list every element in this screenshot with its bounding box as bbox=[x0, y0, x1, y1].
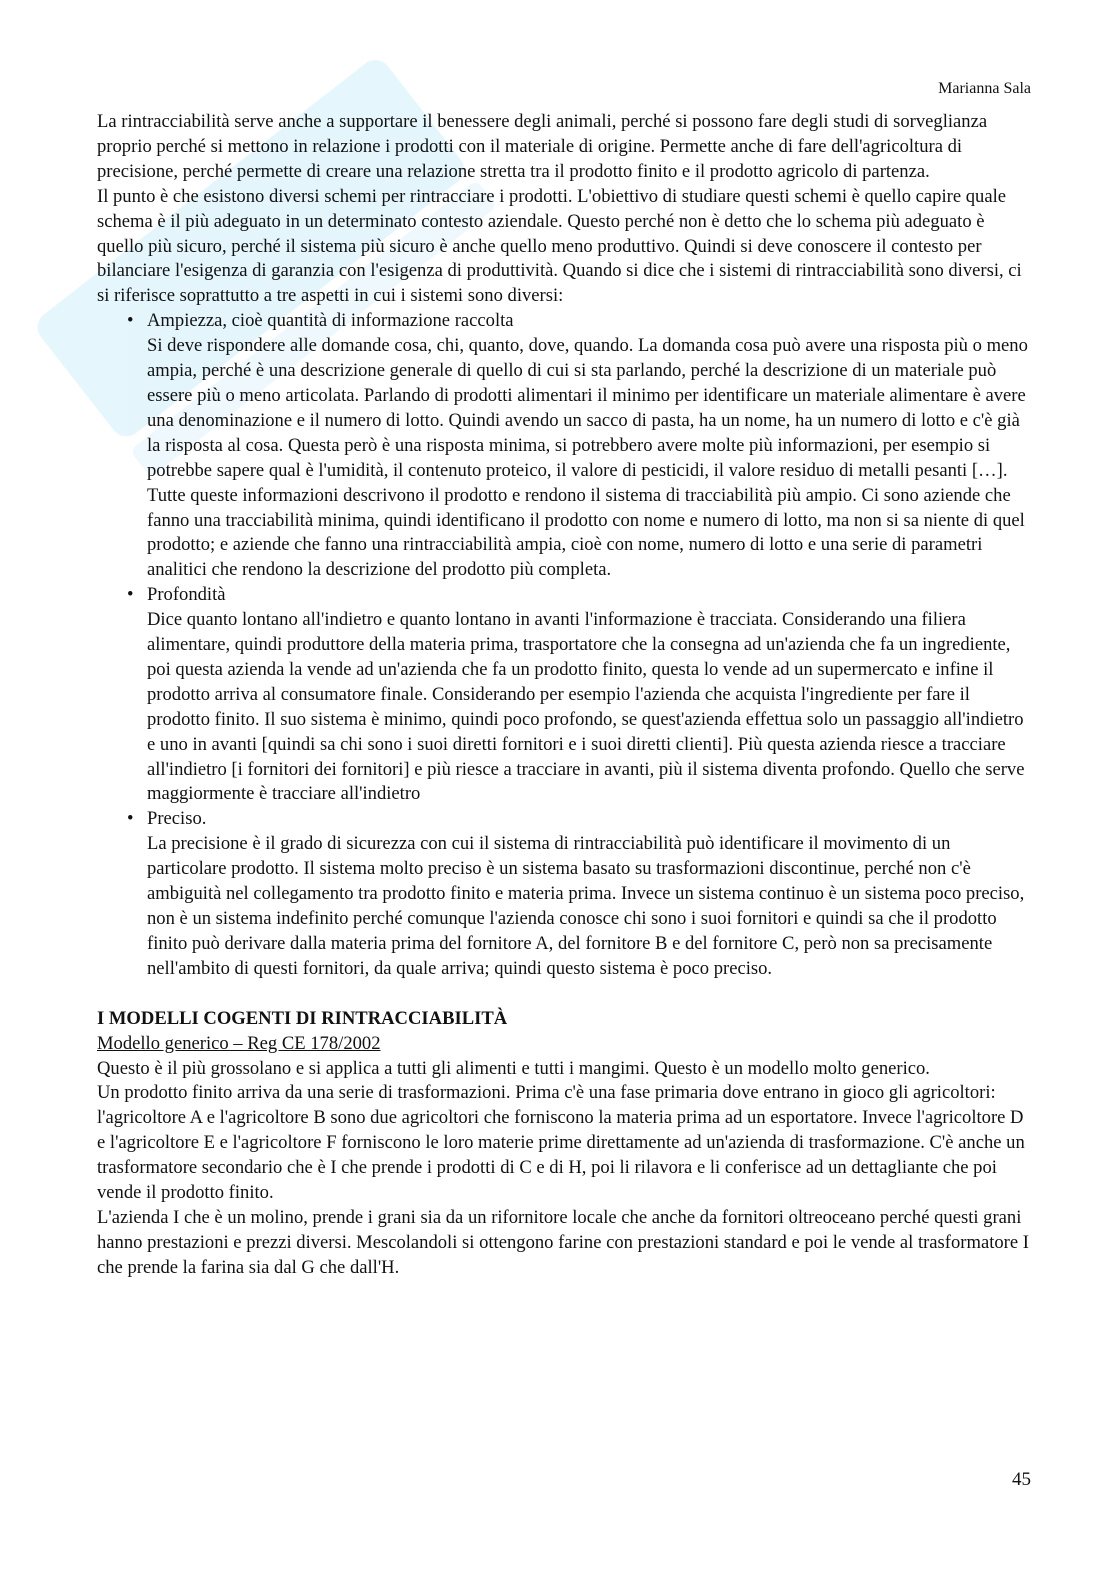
bullet-title: Preciso. bbox=[147, 808, 207, 830]
page-number: 45 bbox=[1012, 1469, 1031, 1490]
bullet-marker: • bbox=[127, 310, 134, 332]
intro-paragraph: Il punto è che esistono diversi schemi per rintracciare i prodotti. L'obiettivo di studiare questi schemi è quello capire quale schema è il più adeguato in un determinato contesto aziendale. Questo perché non è detto che lo schema più adeguato è quello più sicuro, perché il sistema più sicuro è anche quello meno produttivo. Quindi si deve conoscere il contesto per bilanciare l'esigenza di garanzia con l'esigenza di produttività. Quando si dice che i sistemi di rintracciabilità sono diversi, ci si riferisce soprattutto a tre aspetti in cui i sistemi sono diversi: bbox=[97, 185, 1022, 307]
bullet-item-ampiezza bbox=[127, 309, 1032, 583]
section-paragraph: Un prodotto finito arriva da una serie di trasformazioni. Prima c'è una fase primaria dove entrano in gioco gli agricoltori: l'agricoltore A e l'agricoltore B sono due agricoltori che forniscono la materia prima ad un esportatore. Invece l'agricoltore D e l'agricoltore E e l'agricoltore F forniscono le loro materie prime direttamente ad un'azienda di trasformazione. C'è anche un trasformatore secondario che è I che prende i prodotti di C e di H, poi li rilavora e li conferisce ad un dettagliante che poi vende il prodotto finito. bbox=[97, 1082, 1025, 1204]
section-paragraph: L'azienda I che è un molino, prende i grani sia da un rifornitore locale che anche da fornitori oltreoceano perché questi grani hanno prestazioni e prezzi diversi. Mescolandoli si ottengono farine con prestazioni standard e poi le vende al trasformatore I che prende la farina sia dal G che dall'H. bbox=[97, 1206, 1029, 1278]
bullet-title: Ampiezza, cioè quantità di informazione raccolta bbox=[147, 310, 514, 332]
section-paragraph: Questo è il più grossolano e si applica a tutti gli alimenti e tutti i mangimi. Questo è un modello molto generico. bbox=[97, 1057, 930, 1079]
main-content bbox=[97, 110, 1032, 1281]
bullet-list bbox=[97, 309, 1032, 981]
bullet-marker: • bbox=[127, 808, 134, 830]
intro-paragraph: La rintracciabilità serve anche a supportare il benessere degli animali, perché si possono fare degli studi di sorveglianza proprio perché si mettono in relazione i prodotti con il materiale di origine. Permette anche di fare dell'agricoltura di precisione, perché permette di creare una relazione stretta tra il prodotto finito e il prodotto agricolo di partenza. bbox=[97, 111, 988, 182]
bullet-body: Dice quanto lontano all'indietro e quanto lontano in avanti l'informazione è tracciata. Considerando una filiera alimentare, quindi produttore della materia prima, trasportatore che la consegna ad un'azienda che fa un ingrediente, poi questa azienda la vende ad un'azienda che fa un prodotto finito, questa lo vende ad un supermercato e infine il prodotto arriva al consumatore finale. Considerando per esempio l'azienda che acquista l'ingrediente per fare il prodotto finito. Il suo sistema è minimo, quindi poco profondo, se quest'azienda effettua solo un passaggio all'indietro e uno in avanti [quindi sa chi sono i suoi diretti fornitori e i suoi diretti clienti]. Più questa azienda riesce a tracciare all'indietro [i fornitori dei fornitori] e più riesce a tracciare in avanti, più il sistema diventa profondo. Quello che serve maggiormente è tracciare all'indietro bbox=[147, 609, 1025, 805]
section-title: I MODELLI COGENTI DI RINTRACCIABILITÀ bbox=[97, 1007, 508, 1029]
bullet-item-profondita bbox=[127, 583, 1032, 807]
author-name: Marianna Sala bbox=[938, 80, 1031, 97]
bullet-body: Si deve rispondere alle domande cosa, chi, quanto, dove, quando. La domanda cosa può avere una risposta più o meno ampia, perché è una descrizione generale di quello di cui si sta parlando, perché la descrizione di un materiale può essere più o meno articolata. Parlando di prodotti alimentari il minimo per identificare un materiale alimentare è avere una denominazione e il numero di lotto. Quindi avendo un sacco di pasta, ha un nome, ha un numero di lotto e c'è già la risposta al cosa. Questa però è una risposta minima, si potrebbero avere molte più informazioni, per esempio si potrebbe sapere qual è l'umidità, il contenuto proteico, il valore di pesticidi, il valore residuo di metalli pesanti […]. Tutte queste informazioni descrivono il prodotto e rendono il sistema di tracciabilità più ampio. Ci sono aziende che fanno una tracciabilità minima, quindi identificano il prodotto con nome e numero di lotto, ma non si sa niente di quel prodotto; e aziende che fanno una rintracciabilità ampia, cioè con nome, numero di lotto e una serie di parametri analitici che rendono la descrizione del prodotto più completa. bbox=[147, 335, 1028, 581]
bullet-title: Profondità bbox=[147, 584, 226, 606]
subsection-title: Modello generico – Reg CE 178/2002 bbox=[97, 1032, 381, 1054]
bullet-item-preciso bbox=[127, 807, 1032, 981]
bullet-marker: • bbox=[127, 584, 134, 606]
bullet-body: La precisione è il grado di sicurezza con cui il sistema di rintracciabilità può identificare il movimento di un particolare prodotto. Il sistema molto preciso è un sistema basato su trasformazioni discontinue, perché non c'è ambiguità nel collegamento tra prodotto finito e materia prima. Invece un sistema continuo è un sistema poco preciso, non è un sistema indefinito perché comunque l'azienda conosce chi sono i suoi fornitori e quindi sa che il prodotto finito può derivare dalla materia prima del fornitore A, del fornitore B e del fornitore C, però non sa precisamente nell'ambito di questi fornitori, da quale arriva; quindi questo sistema è poco preciso. bbox=[147, 833, 1025, 979]
